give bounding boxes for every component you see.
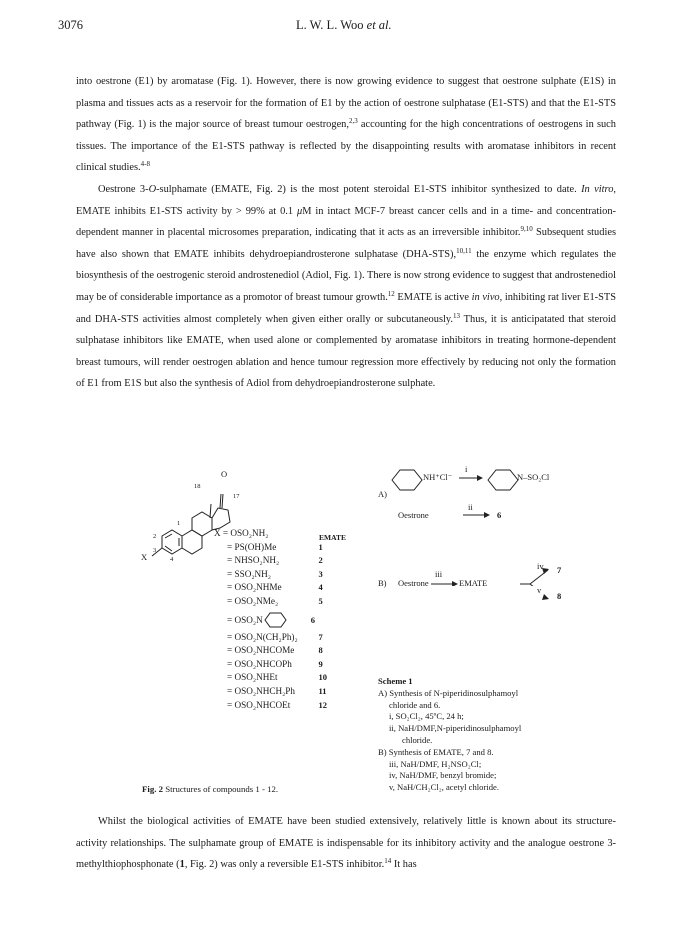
header-authors-suffix: et al. [366, 18, 392, 32]
compound-number: 5 [318, 595, 323, 606]
compound-row [214, 699, 354, 713]
steroid-c3-label: 3 [153, 547, 157, 554]
compound-eq: = [227, 582, 235, 593]
compound-substituent: OSO₂NHEt [234, 672, 278, 683]
paragraph-1 [76, 71, 616, 179]
running-header [296, 18, 392, 33]
scheme-legend-line: chloride and 6. [389, 699, 441, 710]
compound-number: 11 [318, 685, 327, 696]
compound-row [214, 554, 354, 568]
compound-number: 1 [318, 541, 323, 552]
steroid-c18-label: 18 [194, 483, 201, 490]
scheme-a-label: A) [378, 489, 387, 499]
p2-mu: μ [297, 205, 303, 217]
scheme-legend-line: i, SO₂Cl₂, 45ºC, 24 h; [389, 711, 464, 722]
scheme-legend-line: ii, NaH/DMF,N-piperidinosulphamoyl [389, 723, 522, 734]
scheme-legend-line: iii, NaH/DMF, H₂NSO₂Cl; [389, 758, 482, 769]
steroid-oxo-label: O [221, 469, 228, 479]
compound-eq: = [227, 614, 235, 625]
p1-ref-2: 4-8 [140, 160, 150, 169]
compound-substituent: OSO₂N(CH₂Ph)₂ [234, 631, 298, 642]
compound-row [214, 671, 354, 685]
compound-eq: = [227, 541, 235, 552]
scheme-a-step-ii: ii [468, 502, 473, 512]
p2-text-2: -sulphamate (EMATE, Fig. 2) is the most potent steroidal E1-STS inhibitor synthesized to date. [156, 184, 582, 195]
paragraph-3 [76, 811, 616, 876]
p2-text-5: the enzyme which regulates the biosynthesis of the oestrogenic steroid androstenediol (Adiol, Fig. 1). There is now strong evidence to suggest that androstenediol may be of considerable importance as a promotor of breast tumour growth. [76, 248, 616, 303]
figure-2-caption-text: Structures of compounds 1 - 12. [165, 784, 279, 794]
piperidine-ring-icon [263, 611, 289, 629]
p1-ref-1: 2,3 [348, 117, 358, 126]
compound-x-prefix: X = [214, 528, 231, 538]
scheme-b-step-iii: iii [435, 569, 443, 579]
scheme-legend-line: B) Synthesis of EMATE, 7 and 8. [378, 746, 494, 757]
compound-number: 10 [318, 672, 327, 683]
p2-text-8: Thus, it is anticipatated that steroid sulphatase inhibitors like EMATE, when used alone or complemented by aromatase inhibitors in treating hormone-dependent breast tumours, will render oestrogen ablation and hence tumour regression more effectively by reducing not only the formation of E1 from E1S but also the synthesis of Adiol from dehydroepiandrosterone sulphate. [76, 313, 617, 390]
p3-ref-1: 14 [384, 857, 392, 866]
compound-row [214, 631, 354, 645]
scheme-b-step-iv: iv [537, 561, 544, 571]
compound-substituent: OSO₂NHCH₂Ph [234, 685, 296, 696]
compound-eq: = [227, 595, 235, 606]
compound-eq: = [227, 685, 235, 696]
compound-row [214, 568, 354, 582]
p1-text-1: into oestrone (E1) by aromatase (Fig. 1). However, there is now growing evidence to suggest that oestrone sulphate (E1S) in plasma and tissues acts as a reservoir for the formation of E1 by the action of oestrone sulphatase (E1-STS) and that the E1-STS pathway (Fig. 1) is the major source of breast tumour oestrogen, [76, 76, 616, 131]
figure-2-caption [142, 784, 278, 794]
steroid-c2-label: 2 [153, 533, 157, 540]
ring-c [192, 512, 212, 536]
compound-number: 2 [318, 555, 323, 566]
scheme-b-compound-7: 7 [557, 565, 562, 575]
p2-text-7: , inhibiting rat liver E1-STS and DHA-STS activities almost completely when given either orally or subcutaneously. [76, 291, 617, 325]
scheme-b-emate: EMATE [459, 578, 488, 588]
scheme-legend-line: A) Synthesis of N-piperidinosulphamoyl [378, 687, 519, 698]
scheme-b-step-v: v [537, 585, 542, 595]
compound-row [214, 644, 354, 658]
compound-row [214, 581, 354, 595]
scheme-legend-line: v, NaH/CH₂Cl₂, acetyl chloride. [389, 782, 499, 793]
compound-substituent: OSO₂NHCOMe [234, 645, 295, 656]
compound-number: 12 [318, 699, 327, 710]
p2-text-4: Subsequent studies have also shown that EMATE inhibits dehydroepiandrosterone sulphatase (DHA-STS), [76, 227, 616, 260]
steroid-c17-label: 17 [233, 493, 240, 500]
p3-bold-1: 1 [179, 859, 185, 871]
compound-substituent: PS(OH)Me [234, 541, 277, 552]
p3-text-1: Whilst the biological activities of EMATE have been studied extensively, relatively little is known about its structure-activity relationships. The sulphamate group of EMATE is indispensable for its inhibitory activity and the analogue oestrone 3-methylthiophosphonate ( [76, 816, 616, 871]
emate-header: EMATE [319, 533, 346, 542]
p2-ref-1: 9,10 [520, 225, 533, 234]
p2-text-3b: M in intact MCF-7 breast cancer cells and in a time- and concentration-dependent manner in placental microsomes preparation, indicating that it acts as an irreversible inhibitor. [76, 205, 616, 239]
p3-text-2: , Fig. 2) was only a reversible E1-STS inhibitor. [184, 859, 385, 871]
p1-text-2: accounting for the high concentrations of oestrogens in such tissues. The importance of the E1-STS pathway is reflected by the disappointing results with aromatase inhibitors in recent clinical studies. [76, 119, 616, 174]
p2-italic-o: O [148, 184, 157, 195]
scheme-1-title: Scheme 1 [378, 676, 413, 686]
compound-substituent: OSO₂N [234, 614, 263, 625]
scheme-a-step-i: i [465, 464, 468, 474]
header-authors: L. W. L. Woo [296, 18, 364, 32]
steroid-x-label: X [141, 552, 148, 562]
compound-number: 4 [318, 582, 323, 593]
scheme-b-label: B) [378, 578, 387, 588]
compound-number: 6 [310, 614, 315, 625]
compound-eq: = [227, 631, 235, 642]
compound-number: 8 [318, 645, 323, 656]
scheme-legend-line: iv, NaH/DMF, benzyl bromide; [389, 770, 497, 781]
p2-italic-in-vivo: in vivo [471, 291, 500, 303]
compound-eq: = [227, 568, 235, 579]
compound-substituent: OSO₂NHMe [234, 582, 282, 593]
compound-row [214, 595, 354, 609]
sulphamoyl-piperidine-ring [488, 470, 518, 490]
compound-row [214, 685, 354, 699]
steroid-c4-label: 4 [170, 556, 174, 563]
compound-number: 7 [318, 631, 323, 642]
scheme-a-reagent: NH⁺Cl⁻ [423, 472, 453, 482]
scheme-oestrone-a: Oestrone [398, 510, 429, 520]
p2-italic-in-vitro: In vitro [581, 184, 614, 195]
compound-substituent: OSO₂NHCOEt [234, 699, 291, 710]
p3-text-3: It has [391, 859, 417, 871]
ring-b [182, 530, 202, 554]
scheme-b-compound-8: 8 [557, 591, 562, 601]
compound-row [214, 609, 354, 631]
scheme-a-product: N–SO₂Cl [517, 472, 550, 482]
p2-text-3: , EMATE inhibits E1-STS activity by > 99% at 0.1 [76, 184, 617, 217]
compound-number: 9 [318, 658, 323, 669]
compound-list [214, 527, 354, 712]
compound-eq: = [227, 672, 235, 683]
scheme-oestrone-b: Oestrone [398, 578, 429, 588]
p2-ref-4: 13 [453, 311, 460, 320]
compound-row [214, 541, 354, 555]
compound-row [214, 658, 354, 672]
compound-eq: = [227, 555, 235, 566]
p2-ref-2: 10,11 [456, 246, 472, 255]
p2-text-6: EMATE is active [394, 291, 472, 303]
scheme-1-legend [378, 676, 608, 794]
compound-row-emate [214, 527, 354, 541]
compound-eq: = [227, 699, 235, 710]
p2-text-1: Oestrone 3- [98, 184, 149, 195]
page-number: 3076 [58, 18, 83, 32]
compound-substituent: NHSO₂NH₂ [234, 555, 280, 566]
compound-substituent: OSO₂NMe₂ [234, 595, 279, 606]
compound-number: 3 [318, 568, 323, 579]
scheme-a-compound-6: 6 [497, 510, 502, 520]
compound-substituent: SSO₂NH₂ [234, 568, 272, 579]
compound-eq: = [227, 645, 235, 656]
figure-2-caption-label: Fig. 2 [142, 784, 164, 794]
scheme-legend-line: chloride. [402, 734, 433, 745]
piperidinium-ring [392, 470, 422, 490]
scheme-branch-arrowheads [530, 566, 570, 606]
p2-ref-3: 12 [387, 289, 395, 298]
steroid-c1-label: 1 [177, 520, 181, 527]
compound-eq: = [227, 658, 235, 669]
compound-substituent: OSO₂NH₂ [230, 528, 269, 538]
paragraph-2 [76, 179, 616, 395]
compound-substituent: OSO₂NHCOPh [234, 658, 292, 669]
